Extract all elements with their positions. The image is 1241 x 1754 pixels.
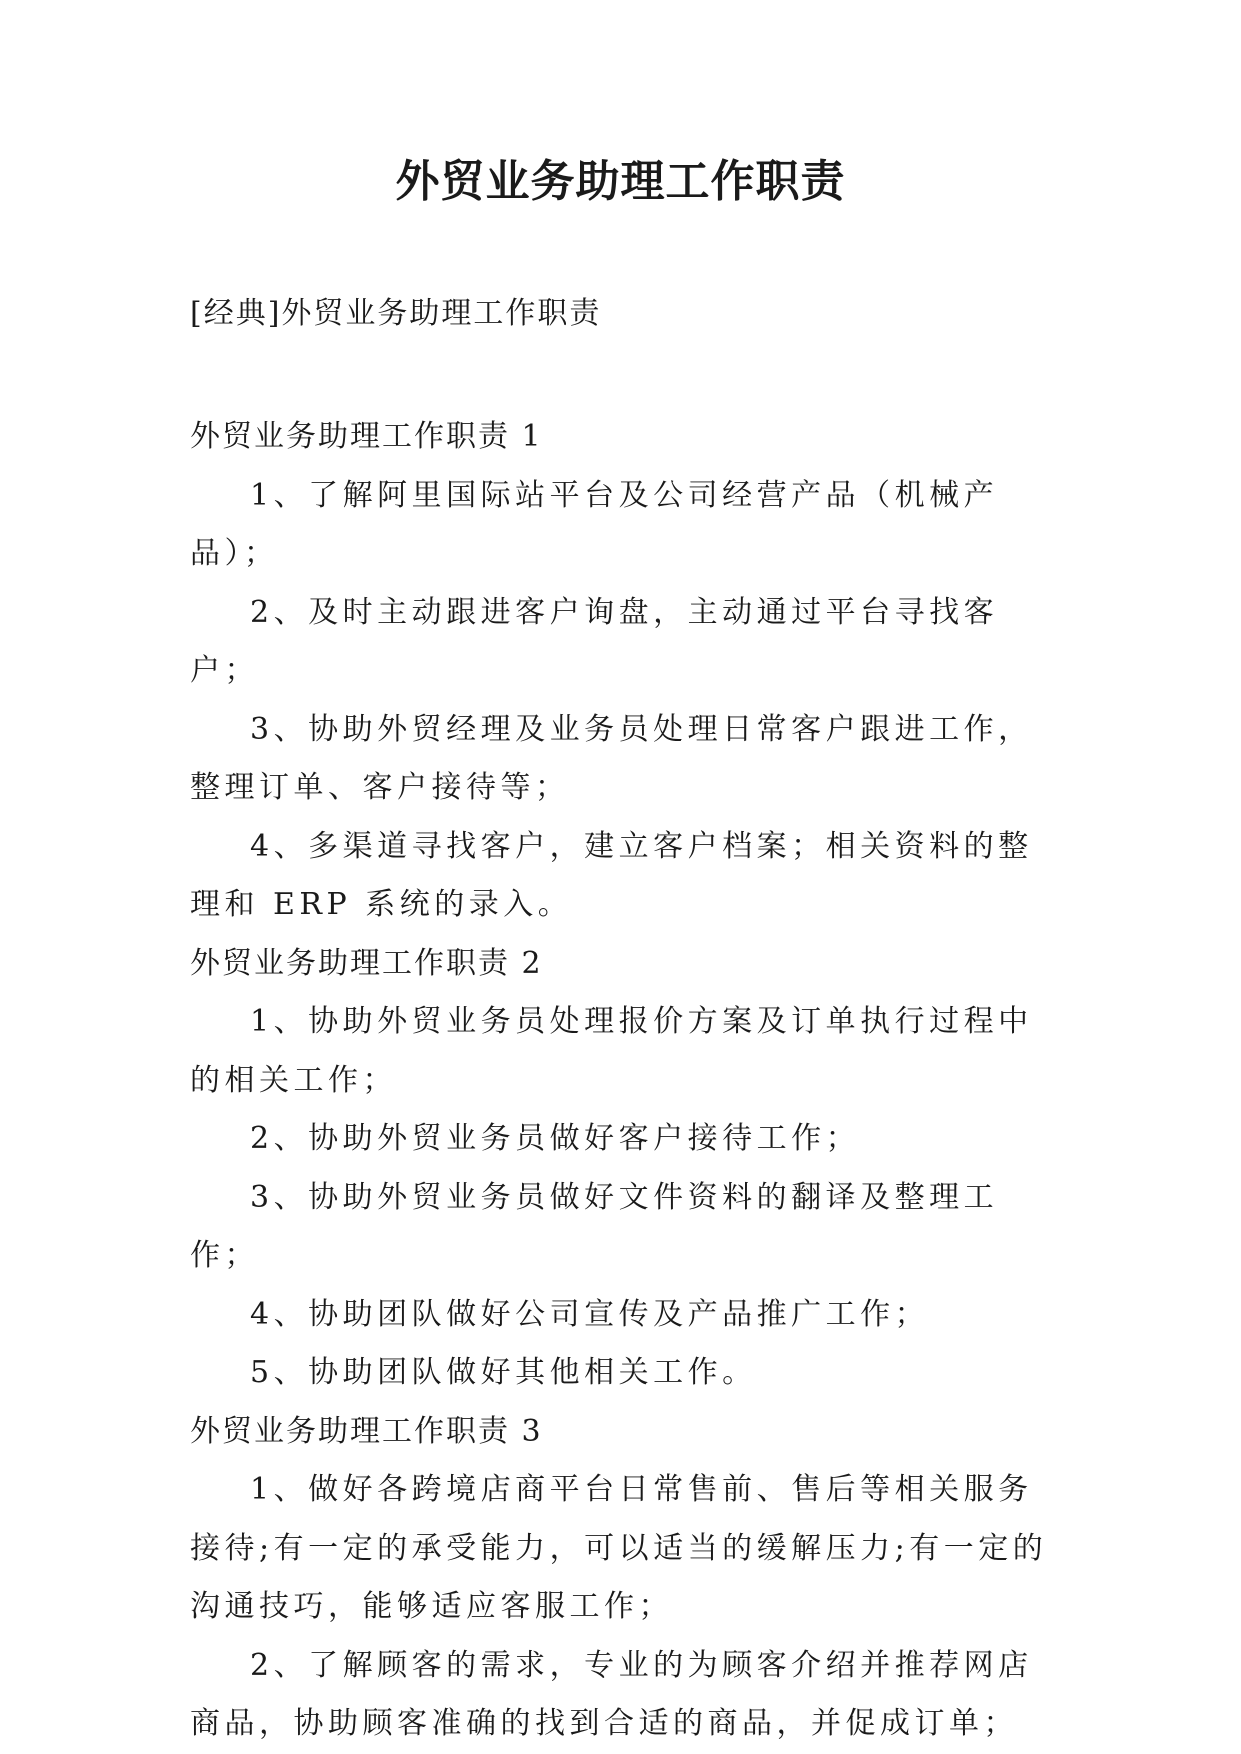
section-3: [190, 1403, 1050, 1754]
list-item: 1、了解阿里国际站平台及公司经营产品（机械产品）；: [190, 477, 999, 571]
list-item: 5、协助团队做好其他相关工作。: [250, 1355, 757, 1390]
section-2: [190, 935, 1050, 1403]
list-item: 2、及时主动跟进客户询盘，主动通过平台寻找客户；: [190, 594, 999, 688]
list-item: 2、协助外贸业务员做好客户接待工作；: [250, 1121, 861, 1156]
section-1: [190, 408, 1050, 935]
document-body: [190, 408, 1050, 1754]
section-heading: 外贸业务助理工作职责 1: [190, 419, 543, 454]
list-item: 1、协助外贸业务员处理报价方案及订单执行过程中的相关工作；: [190, 1004, 1033, 1098]
list-item: 3、协助外贸经理及业务员处理日常客户跟进工作，整理订单、客户接待等；: [190, 711, 1033, 805]
list-item: 2、了解顾客的需求，专业的为顾客介绍并推荐网店商品，协助顾客准确的找到合适的商品，并促成订单；: [190, 1647, 1033, 1741]
section-heading: 外贸业务助理工作职责 2: [190, 945, 543, 981]
list-item: 4、多渠道寻找客户，建立客户档案；相关资料的整理和 ERP 系统的录入。: [190, 828, 1033, 922]
document-subtitle: [经典]外贸业务助理工作职责: [190, 296, 602, 331]
list-item: 3、协助外贸业务员做好文件资料的翻译及整理工作；: [190, 1179, 999, 1273]
list-item: 4、协助团队做好公司宣传及产品推广工作；: [250, 1296, 930, 1332]
list-item: 1、做好各跨境店商平台日常售前、售后等相关服务接待;有一定的承受能力，可以适当的缓解压力;有一定的沟通技巧，能够适应客服工作；: [190, 1472, 1048, 1624]
section-heading: 外贸业务助理工作职责 3: [190, 1413, 543, 1449]
document-title: 外贸业务助理工作职责: [395, 156, 846, 207]
